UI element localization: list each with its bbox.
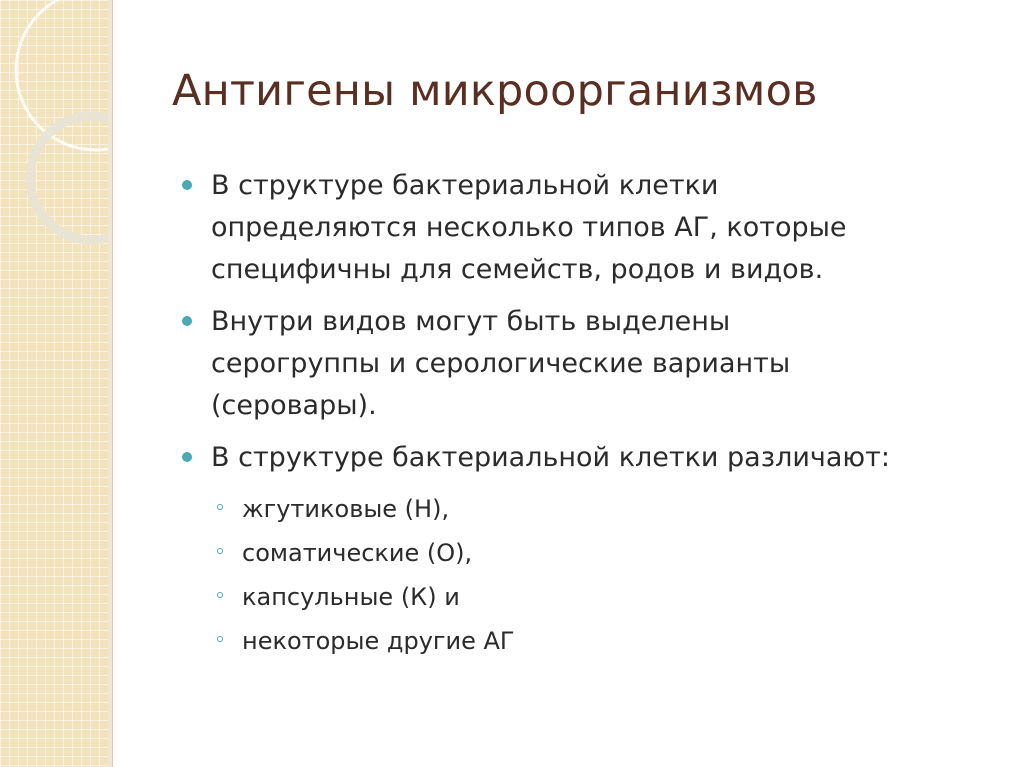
side-divider-line [112, 0, 113, 767]
bullet-dot-icon [182, 180, 192, 190]
ring-bullet-icon [217, 592, 223, 598]
ring-bullet-icon [217, 636, 223, 642]
bullet-line: (серовары). [211, 390, 377, 421]
bullet-line: определяются несколько типов АГ, которые [211, 212, 847, 243]
sub-bullet-item [178, 487, 998, 531]
decorative-circle-small [30, 116, 108, 240]
bullet-line: специфичны для семейств, родов и видов. [211, 254, 824, 285]
bullet-line: Внутри видов могут быть выделены [211, 306, 731, 337]
bullet-line: В структуре бактериальной клетки [211, 170, 719, 201]
ring-bullet-icon [217, 548, 223, 554]
ring-bullet-icon [217, 504, 223, 510]
slide-content [178, 165, 998, 663]
sub-bullet-text: жгутиковые (Н), [242, 495, 450, 523]
sub-bullet-item [178, 619, 998, 663]
bullet-dot-icon [182, 452, 192, 462]
sub-bullet-text: капсульные (К) и [242, 583, 460, 611]
sub-bullet-text: соматические (О), [242, 539, 473, 567]
bullet-item [178, 437, 998, 479]
bullet-line: В структуре бактериальной клетки различают: [211, 442, 890, 473]
sub-bullet-item [178, 531, 998, 575]
slide-title: Антигены микроорганизмов [172, 66, 818, 116]
bullet-line: серогруппы и серологические варианты [211, 348, 791, 379]
bullet-item [178, 165, 998, 291]
sub-bullet-list [178, 487, 998, 663]
decorative-circles [0, 0, 108, 767]
decorative-side-panel [0, 0, 108, 767]
bullet-dot-icon [182, 316, 192, 326]
bullet-item [178, 301, 998, 427]
sub-bullet-item [178, 575, 998, 619]
sub-bullet-text: некоторые другие АГ [242, 627, 515, 655]
